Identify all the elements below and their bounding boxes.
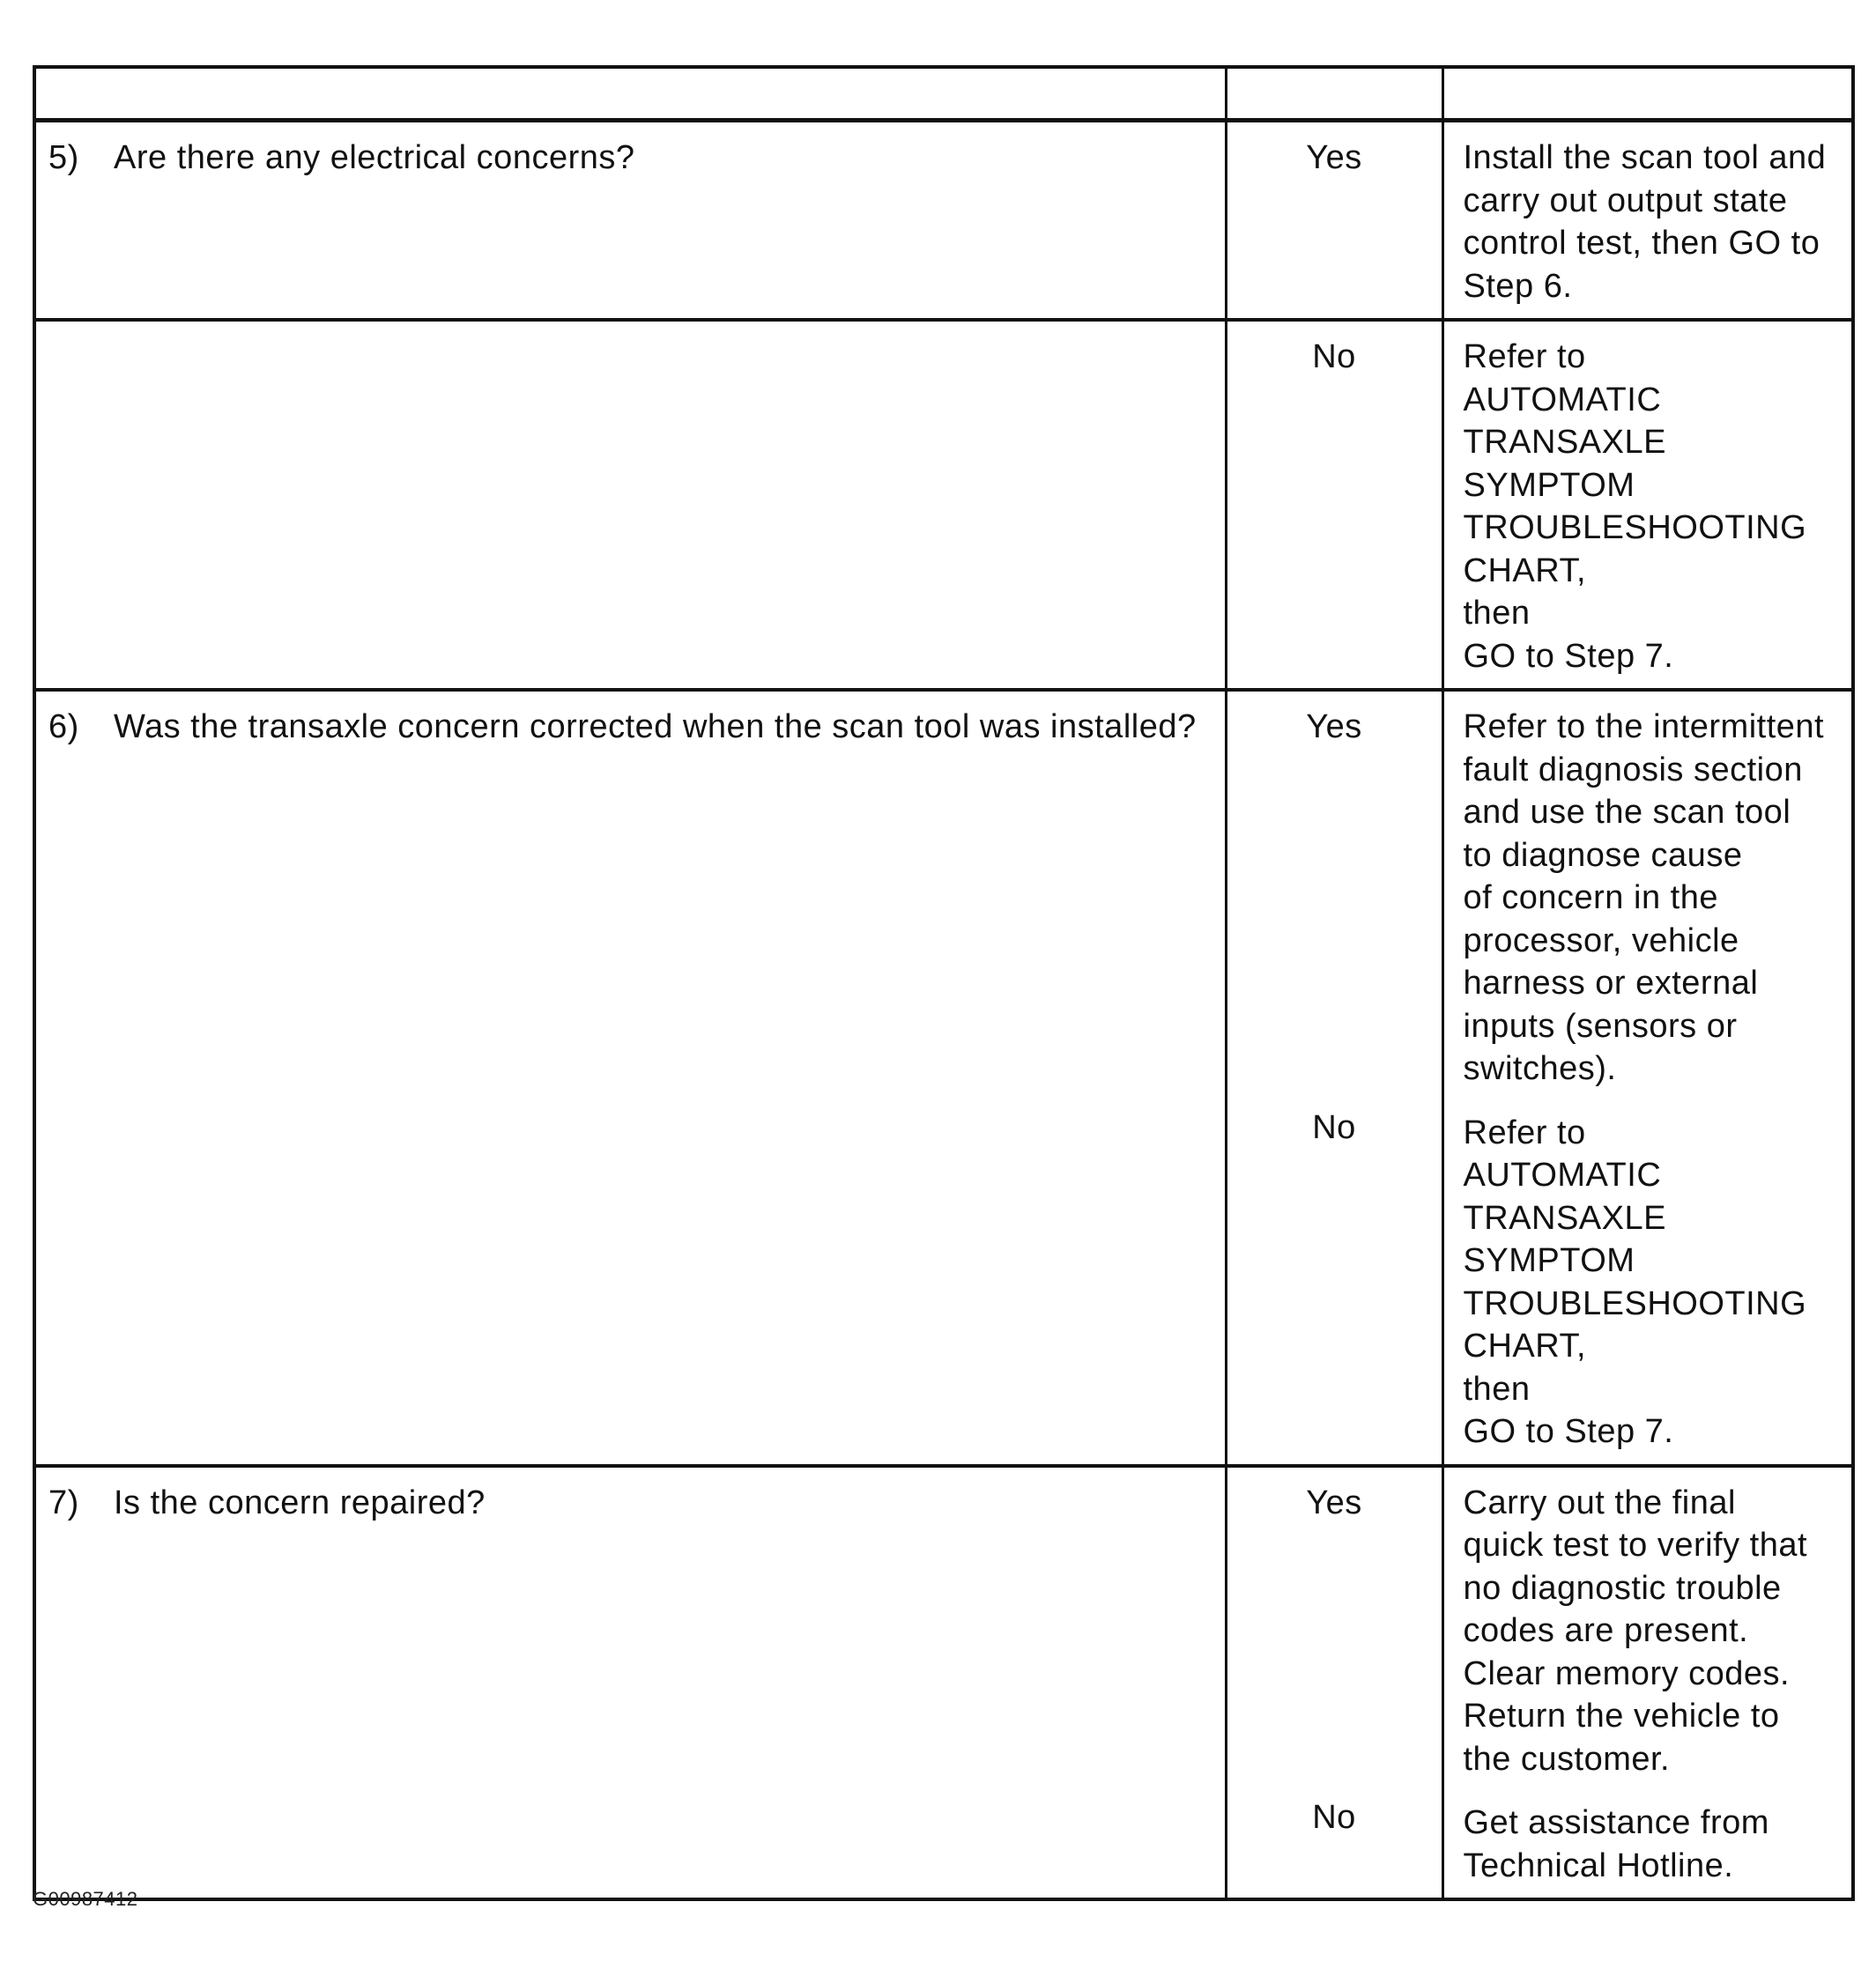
question-cell [34,1466,1226,1900]
step-number: 6) [48,708,79,745]
table-header-row [34,67,1853,121]
table-row [34,1466,1853,1900]
step-question: Is the concern repaired? [114,1484,486,1521]
header-cell-question [34,67,1226,121]
result-cell [1226,121,1442,321]
step-number: 5) [48,139,79,176]
action-cell [1442,121,1853,321]
table-row [34,320,1853,690]
result-cell [1226,320,1442,690]
table-row [34,121,1853,321]
result-no: No [1312,1108,1356,1146]
action-yes: Install the scan tool and carry out output state control test, then GO to Step 6. [1463,139,1827,305]
action-yes: Carry out the final quick test to verify that no diagnostic trouble codes are present. Clear memory codes. Return the vehicle to the customer. [1463,1484,1808,1778]
action-cell [1442,690,1853,1466]
action-cell [1442,1466,1853,1900]
action-no: Get assistance from Technical Hotline. [1463,1804,1769,1884]
header-cell-action [1442,67,1853,121]
action-cell [1442,320,1853,690]
diagnostic-step-table [33,65,1855,1901]
header-cell-result [1226,67,1442,121]
table-row [34,690,1853,1466]
step-question: Are there any electrical concerns? [114,139,635,176]
result-no: No [1312,338,1356,375]
step-number: 7) [48,1484,79,1521]
result-yes: Yes [1306,139,1362,176]
action-no: Refer to AUTOMATIC TRANSAXLE SYMPTOM TROUBLESHOOTING CHART, then GO to Step 7. [1463,1114,1807,1450]
question-cell [34,320,1226,690]
question-cell [34,690,1226,1466]
action-yes: Refer to the intermittent fault diagnosis section and use the scan tool to diagnose cause of concern in the processor, vehicle harness or external inputs (sensors or switches). [1463,708,1825,1087]
step-question: Was the transaxle concern corrected when the scan tool was installed? [114,708,1197,745]
result-no: No [1312,1799,1356,1836]
result-cell [1226,1466,1442,1900]
result-cell [1226,690,1442,1466]
figure-id: G00987412 [33,1888,138,1910]
action-no: Refer to AUTOMATIC TRANSAXLE SYMPTOM TROUBLESHOOTING CHART, then GO to Step 7. [1463,338,1807,675]
result-yes: Yes [1306,708,1362,745]
result-yes: Yes [1306,1484,1362,1521]
question-cell [34,121,1226,321]
